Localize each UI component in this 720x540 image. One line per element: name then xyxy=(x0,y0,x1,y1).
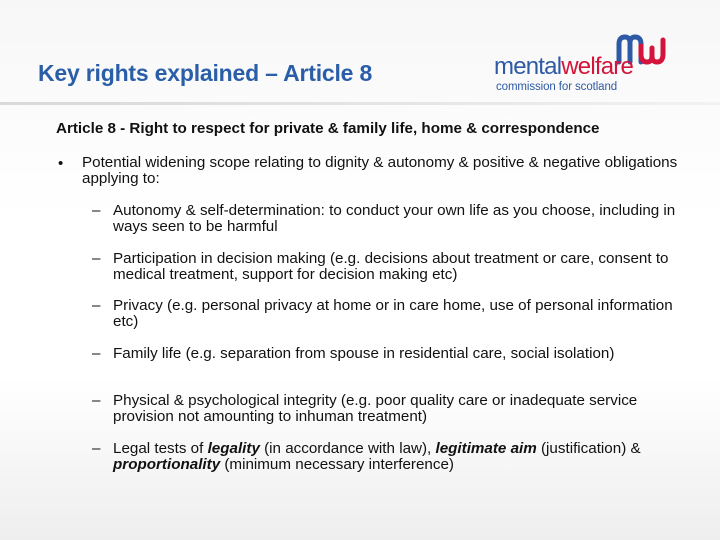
list-item xyxy=(92,393,702,424)
dash-marker: – xyxy=(92,202,101,219)
list-item xyxy=(92,203,702,234)
bullet-text: Potential widening scope relating to dignity & autonomy & positive & negative obligations applying to: xyxy=(82,154,678,187)
list-item-text: Autonomy & self-determination: to conduct your own life as you choose, including in ways seen to be harmful xyxy=(113,202,676,235)
slide-title: Key rights explained – Article 8 xyxy=(38,60,373,86)
dash-marker: – xyxy=(92,250,101,267)
term-proportionality: proportionality xyxy=(113,455,221,473)
mwc-logo xyxy=(494,32,684,94)
logo-wordmark: mentalwelfare xyxy=(494,53,634,80)
dash-marker: – xyxy=(92,345,101,362)
list-item-text: Family life (e.g. separation from spouse in residential care, social isolation) xyxy=(113,345,615,362)
list-item xyxy=(92,298,702,329)
dash-marker: – xyxy=(92,392,101,409)
list-item xyxy=(92,251,702,282)
list-item-text: Legal tests of legality (in accordance with law), legitimate aim (justification) & proportionality (minimum necessary interference) xyxy=(113,440,641,473)
dash-marker: – xyxy=(92,440,101,457)
list-item xyxy=(92,346,702,362)
list-item-text: Participation in decision making (e.g. decisions about treatment or care, consent to medical treatment, support for decision making etc) xyxy=(113,250,669,283)
term-legality: legality xyxy=(207,440,260,457)
bullet-marker: • xyxy=(58,155,64,172)
list-item-text: Privacy (e.g. personal privacy at home or in care home, use of personal information etc) xyxy=(113,297,673,330)
article-heading: Article 8 - Right to respect for private & family life, home & correspondence xyxy=(56,120,600,137)
dash-marker: – xyxy=(92,297,101,314)
list-item-text: Physical & psychological integrity (e.g. poor quality care or inadequate service provision not amounting to inhuman treatment) xyxy=(113,392,638,425)
list-item-legal-tests xyxy=(92,441,702,472)
term-legitimate-aim: legitimate aim xyxy=(435,440,537,457)
title-divider xyxy=(0,102,720,105)
logo-subtitle: commission for scotland xyxy=(496,81,618,93)
